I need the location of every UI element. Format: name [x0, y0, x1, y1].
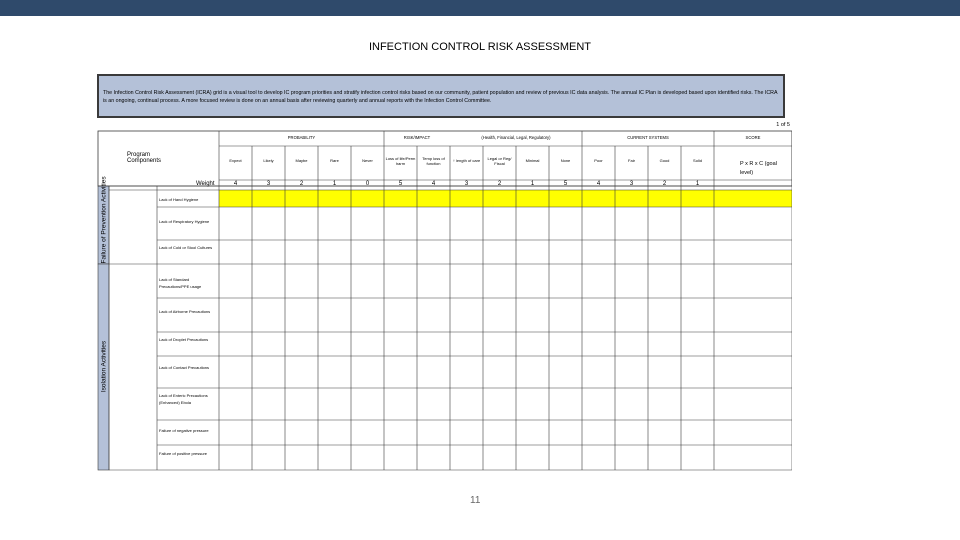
weight-value: 4 [431, 181, 436, 187]
group-current-systems: CURRENT SYSTEMS [627, 135, 669, 140]
column-header: Solid [693, 158, 702, 163]
weight-value: 1 [332, 181, 337, 187]
row-label: Failure of negative pressure [159, 428, 209, 433]
group-probability: PROBABILITY [287, 135, 316, 140]
weight-value: 2 [662, 181, 667, 187]
top-banner [0, 0, 960, 16]
column-header: None [560, 158, 571, 163]
page-number: 11 [470, 495, 481, 506]
weight-value: 4 [233, 181, 238, 187]
column-header: Good [659, 158, 670, 163]
weight-value: 2 [497, 181, 502, 187]
column-header: ↑ length of care [452, 158, 481, 163]
weight-value: 3 [266, 181, 271, 187]
group-risk-categories: (Health, Financial, Legal, Regulatory) [481, 135, 551, 140]
row-label: Lack of Standard Precautions/PPE usage [159, 277, 202, 289]
row-label: Lack of Contact Precautions [159, 365, 210, 370]
column-header: Fair [628, 158, 635, 163]
column-header: Poor [594, 158, 603, 163]
intro-box: The Infection Control Risk Assessment (ICRA) grid is a visual tool to develop IC program priorities and stratify infection control risks based on our community, patient population and review of previous IC data analysis. The annual IC Plan is developed based upon identified risks. The ICRA is an ongoing, continual process. A more focused review is done on an annual basis after reviewing quarterly and annual reports with the Infection Control Committee. [97, 74, 785, 118]
score-formula-hint: P x R x C (goal level) [740, 161, 777, 176]
weight-value: 5 [563, 181, 568, 187]
weight-value: 5 [398, 181, 403, 187]
group-score: SCORE [745, 135, 761, 140]
weight-value: 3 [629, 181, 634, 187]
program-components-label: Program Components [127, 152, 162, 164]
row-label: Lack of Respiratory Hygiene [159, 219, 210, 224]
column-header: Temp loss of function [422, 156, 445, 166]
column-header: Legal or Reg/ Fiscal [487, 156, 512, 166]
row-label: Lack of Droplet Precautions [159, 337, 209, 342]
column-header: Never [362, 158, 373, 163]
column-header: Maybe [295, 158, 308, 163]
row-label: Lack of Cold or Stool Cultures [159, 245, 213, 250]
weight-label: Weight [196, 181, 215, 187]
weight-value: 2 [299, 181, 304, 187]
side-label-prevention: Failure of Prevention Activities [100, 176, 108, 264]
row-label: Lack of Hand Hygiene [159, 197, 199, 202]
group-risk-impact: RISK/IMPACT [403, 135, 431, 140]
weight-value: 1 [530, 181, 535, 187]
column-header: Loss of life/Perm harm [385, 156, 416, 166]
column-header: Expect [229, 158, 242, 163]
row-label: Failure of positive pressure [159, 451, 208, 456]
column-header: Minimal [525, 158, 540, 163]
weight-value: 0 [365, 181, 370, 187]
page-indicator: 1 of 5 [776, 122, 790, 128]
column-header: Rare [330, 158, 339, 163]
highlight-row [219, 190, 792, 207]
column-header: Likely [263, 158, 274, 163]
row-label: Lack of Enteric Precautions (Enhanced) Ebola [159, 393, 208, 405]
weight-value: 4 [596, 181, 601, 187]
page-title: INFECTION CONTROL RISK ASSESSMENT [368, 41, 592, 53]
side-label-isolation: Isolation Activities [100, 340, 108, 393]
row-label: Lack of Airborne Precautions [159, 309, 211, 314]
weight-value: 1 [695, 181, 700, 187]
weight-value: 3 [464, 181, 469, 187]
